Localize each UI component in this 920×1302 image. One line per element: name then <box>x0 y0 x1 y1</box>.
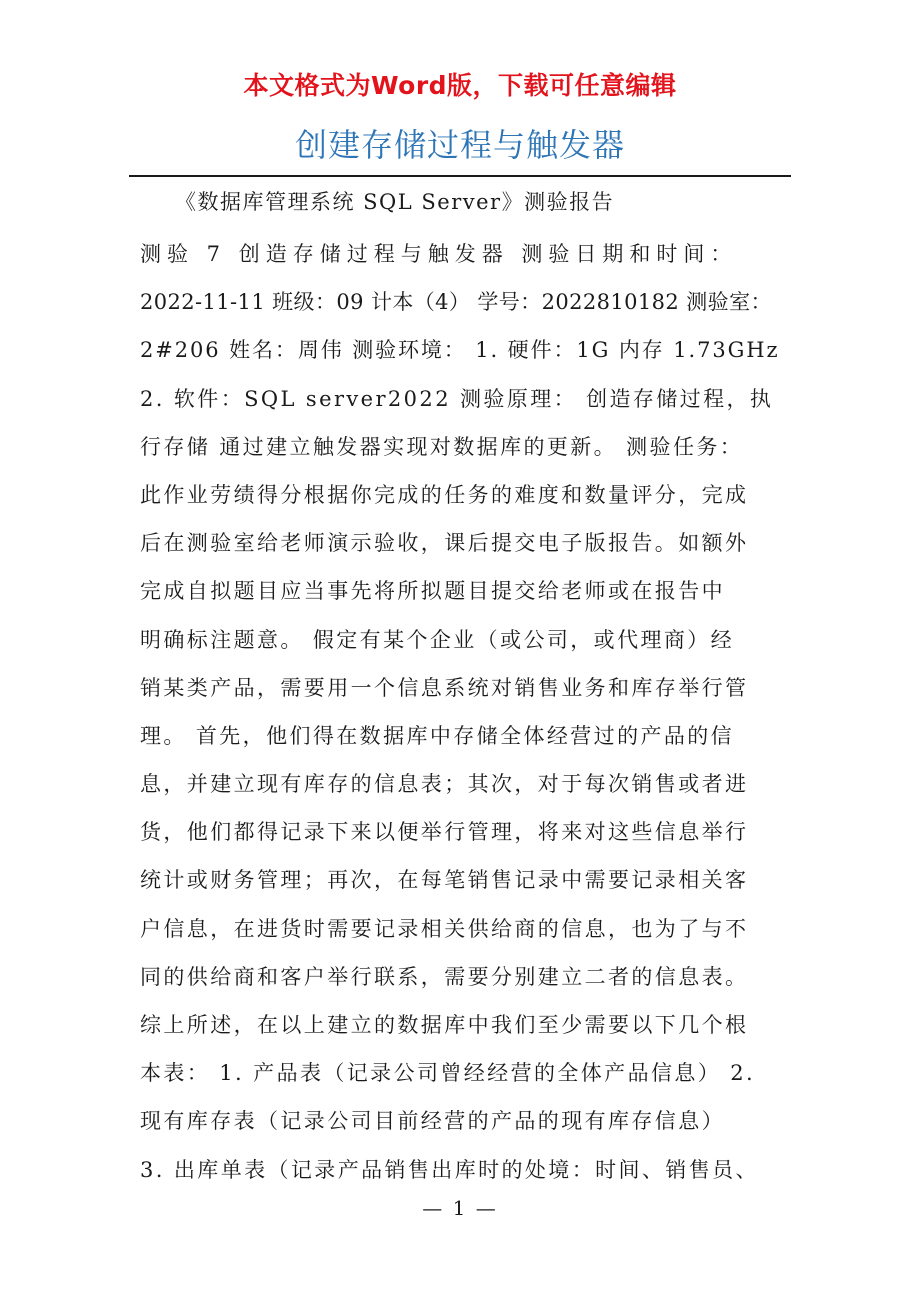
download-banner: 本文格式为Word版，下载可任意编辑 <box>243 71 677 100</box>
body-line: 3. 出库单表（记录产品销售出库时的处境：时间、销售员、 <box>140 1157 759 1182</box>
body-line: 本表： 1. 产品表（记录公司曾经经营的全体产品信息） 2. <box>140 1061 756 1086</box>
body-line: 2. 软件：SQL server2022 测验原理： 创造存储过程，执 <box>140 386 774 411</box>
body-line: 2022-11-11 班级：09 计本（4） 学号：2022810182 测验室： <box>140 290 772 315</box>
body-line: 行存储 通过建立触发器实现对数据库的更新。 测验任务： <box>140 434 744 459</box>
body-line: 统计或财务管理；再次，在每笔销售记录中需要记录相关客 <box>140 868 749 893</box>
report-subtitle: 《数据库管理系统 SQL Server》测验报告 <box>175 190 615 214</box>
body-line: 户信息，在进货时需要记录相关供给商的信息，也为了与不 <box>140 916 749 941</box>
title-divider <box>129 175 791 177</box>
body-line: 明确标注题意。 假定有某个企业（或公司，或代理商）经 <box>140 627 735 652</box>
body-line: 息，并建立现有库存的信息表；其次，对于每次销售或者进 <box>140 772 749 797</box>
body-line: 货，他们都得记录下来以便举行管理，将来对这些信息举行 <box>140 820 749 845</box>
body-line: 综上所述，在以上建立的数据库中我们至少需要以下几个根 <box>140 1013 749 1037</box>
body-line: 此作业劳绩得分根据你完成的任务的难度和数量评分，完成 <box>140 482 749 507</box>
body-line: 销某类产品，需要用一个信息系统对销售业务和库存举行管 <box>140 675 749 700</box>
body-line: 2#206 姓名：周伟 测验环境： 1. 硬件：1G 内存 1.73GHz <box>140 338 780 363</box>
page-number: — 1 — <box>422 1196 498 1220</box>
body-line: 测验 7 创造存储过程与触发器 测验日期和时间： <box>140 242 738 266</box>
document-title: 创建存储过程与触发器 <box>294 126 625 164</box>
body-line: 同的供给商和客户举行联系，需要分别建立二者的信息表。 <box>140 964 749 989</box>
body-line: 后在测验室给老师演示验收，课后提交电子版报告。如额外 <box>140 531 749 556</box>
body-line: 现有库存表（记录公司目前经营的产品的现有库存信息） <box>140 1109 725 1134</box>
body-line: 理。 首先，他们得在数据库中存储全体经营过的产品的信 <box>140 723 735 748</box>
body-line: 完成自拟题目应当事先将所拟题目提交给老师或在报告中 <box>140 579 725 604</box>
body-text <box>140 230 780 1194</box>
